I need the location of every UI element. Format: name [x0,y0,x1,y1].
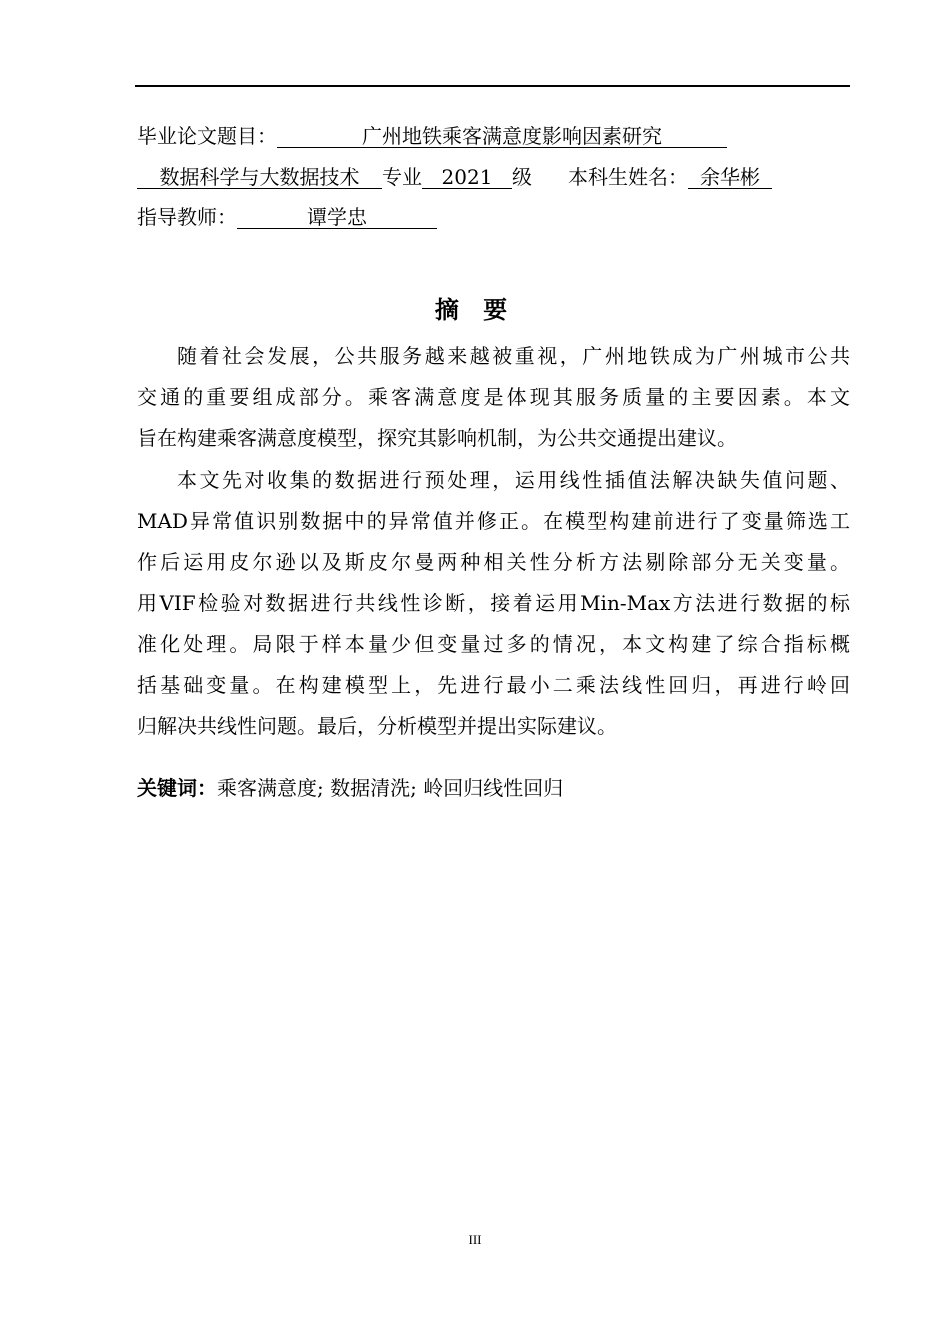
text-line: 归解决共线性问题。最后，分析模型并提出实际建议。 [137,714,617,738]
text-line: 用VIF检验对数据进行共线性诊断，接着运用Min-Max方法进行数据的标 [137,591,850,615]
text-line: 旨在构建乘客满意度模型，探究其影响机制，为公共交通提出建议。 [137,426,737,450]
abstract-heading: 摘 要 [434,296,516,324]
thesis-title-label: 毕业论文题目： [137,124,277,148]
advisor-value: 谭学忠 [237,206,437,229]
student-name-value: 余华彬 [688,166,772,189]
thesis-title-value: 广州地铁乘客满意度影响因素研究 [277,125,727,148]
major-value: 数据科学与大数据技术 [137,166,382,189]
keywords-label: 关键词： [137,776,217,800]
student-name-label: 本科生姓名： [568,165,688,189]
text-line: 准化处理。局限于样本量少但变量过多的情况，本文构建了综合指标概 [137,632,850,656]
keywords-value: 乘客满意度; 数据清洗; 岭回归线性回归 [217,776,564,800]
student-info-line [137,161,772,190]
page-number: III [468,1232,482,1247]
text-line: MAD异常值识别数据中的异常值并修正。在模型构建前进行了变量筛选工 [137,509,850,533]
header-rule [135,85,850,87]
abstract-paragraph-2 [137,460,850,747]
keywords-line [137,772,563,801]
text-line: 交通的重要组成部分。乘客满意度是体现其服务质量的主要因素。本文 [137,385,850,409]
year-value: 2021 [422,166,512,189]
advisor-label: 指导教师： [137,205,237,229]
text-line: 括基础变量。在构建模型上，先进行最小二乘法线性回归，再进行岭回 [137,673,850,697]
text-line: 本文先对收集的数据进行预处理，运用线性插值法解决缺失值问题、 [177,468,850,492]
text-line: 随着社会发展，公共服务越来越被重视，广州地铁成为广州城市公共 [177,344,850,368]
year-label: 级 [512,165,532,189]
abstract-paragraph-1 [137,336,850,459]
thesis-title-line [137,120,727,149]
advisor-line [137,201,437,230]
major-label: 专业 [382,165,422,189]
text-line: 作后运用皮尔逊以及斯皮尔曼两种相关性分析方法剔除部分无关变量。 [137,550,850,574]
